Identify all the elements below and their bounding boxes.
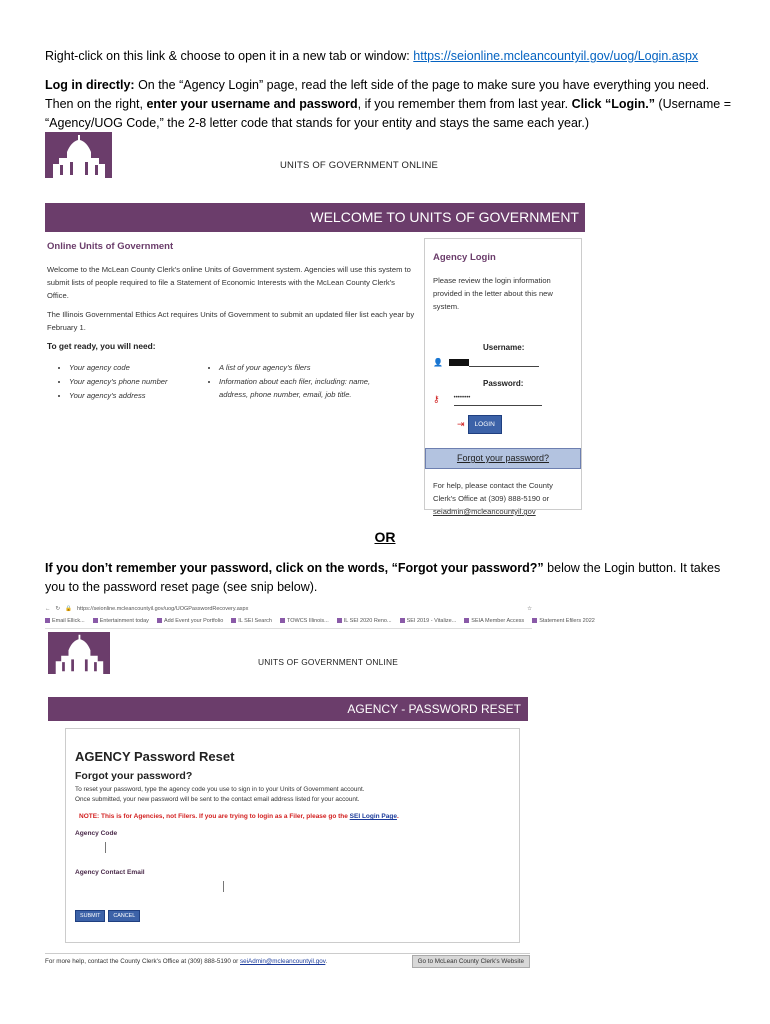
footer-text: For more help, contact the County Clerk's Office at (309) 888-5190 or	[45, 958, 239, 965]
password-reset-form	[65, 728, 520, 943]
site-title: UNITS OF GOVERNMENT ONLINE	[258, 657, 398, 667]
bookmark-item[interactable]: Statement Efilers 2022	[532, 618, 595, 624]
contact-email-input[interactable]	[223, 878, 510, 896]
key-icon: ⚷	[433, 393, 440, 404]
user-icon: 👤	[433, 358, 443, 367]
reload-icon[interactable]: ↻	[55, 605, 61, 612]
password-input[interactable]: ••••••••	[454, 392, 542, 406]
info-para-2: The Illinois Governmental Ethics Act requires Units of Government to submit an updated filer list each year by February 1.	[47, 310, 415, 332]
capitol-dome-icon	[45, 132, 112, 178]
or-divider: OR	[374, 529, 396, 545]
page-footer	[45, 953, 530, 969]
site-title: UNITS OF GOVERNMENT ONLINE	[280, 160, 439, 171]
bookmarks-bar	[45, 614, 595, 627]
contact-email-label: Agency Contact Email	[75, 869, 145, 876]
login-text-3: (Username = “Agency/UOG Code,” the 2-8 letter code that stands for your entity and stays the same each year.)	[45, 97, 732, 130]
forgot-instructions	[45, 559, 735, 597]
requirements-list-right	[197, 361, 387, 403]
login-instructions	[45, 76, 735, 133]
login-url-link[interactable]: https://seionline.mcleancountyil.gov/uog/Login.aspx	[413, 49, 699, 63]
requirements-list-left	[47, 361, 197, 403]
bookmark-item[interactable]: Add Event your Portfolio	[157, 618, 223, 624]
intro-paragraph	[45, 47, 735, 66]
intro-text: Right-click on this link & choose to open it in a new tab or window:	[45, 49, 410, 63]
info-panel	[47, 240, 417, 430]
footer-email-link[interactable]: seiAdmin@mcleancountyil.gov	[240, 958, 326, 965]
note-text: NOTE: This is for Agencies, not Filers. If you are trying to login as a Filer, please go the	[79, 813, 348, 820]
password-label: Password:	[483, 379, 524, 388]
bookmark-item[interactable]: Email Ellick...	[45, 618, 85, 624]
password-reset-banner	[48, 697, 528, 721]
bookmark-item[interactable]: Entertainment today	[93, 618, 149, 624]
bookmark-item[interactable]: SEIA Member Access	[464, 618, 524, 624]
back-icon[interactable]: ←	[45, 605, 51, 612]
login-button-row	[457, 415, 573, 434]
username-underline	[469, 358, 539, 367]
list-item: • Your agency code	[69, 361, 197, 374]
list-item: • Information about each filer, including: name, address, phone number, email, job title.	[219, 375, 387, 401]
bookmark-item[interactable]: SEI 2019 - Vitalize...	[400, 618, 457, 624]
login-button[interactable]: LOGIN	[468, 415, 502, 434]
reset-heading: AGENCY Password Reset	[75, 749, 235, 764]
help-email-link[interactable]: seiadmin@mcleancountyil.gov	[433, 507, 536, 516]
username-row	[433, 356, 573, 369]
username-input[interactable]	[449, 359, 469, 366]
form-buttons	[75, 910, 510, 922]
username-label: Username:	[483, 343, 525, 352]
info-para-1: Welcome to the McLean County Clerk's online Units of Government system. Agencies will use this system to submit lists of people required to file a Statement of Economic Interests with the McLean County Clerk's Office.	[47, 265, 411, 300]
login-bold-2: Click “Login.”	[571, 97, 655, 111]
login-text-1: On the “Agency Login” page, read the left side of the page to make sure you have everything you need. Then on the right,	[45, 78, 710, 111]
agency-note: NOTE: This is for Agencies, not Filers. If you are trying to login as a Filer, please go the SEI Login Page.	[79, 813, 399, 820]
bookmark-item[interactable]: IL SEI Search	[231, 618, 272, 624]
login-arrow-icon: ⇥	[457, 419, 465, 429]
agency-login-panel	[424, 238, 582, 516]
forgot-text: below the Login button. It takes you to the password reset page (see snip below).	[45, 561, 721, 594]
help-text: For help, please contact the County Clerk's Office at (309) 888-5190 or	[433, 481, 553, 503]
footer-help: For more help, contact the County Clerk's Office at (309) 888-5190 or seiAdmin@mcleancountyil.gov.	[45, 958, 328, 965]
capitol-logo	[48, 632, 110, 674]
clerk-website-button[interactable]: Go to McLean County Clerk's Website	[412, 955, 530, 968]
login-text-2: , if you remember them from last year.	[357, 97, 572, 111]
bookmark-item[interactable]: TOWCS Illinois...	[280, 618, 329, 624]
cancel-button[interactable]: CANCEL	[108, 910, 140, 922]
banner-text: AGENCY - PASSWORD RESET	[347, 702, 521, 716]
star-icon[interactable]: ☆	[527, 605, 532, 612]
browser-toolbar	[45, 603, 595, 629]
forgot-bold: If you don’t remember your password, click on the words, “Forgot your password?”	[45, 561, 544, 575]
capitol-logo	[45, 132, 112, 178]
address-bar[interactable]: https://seionline.mcleancountyil.gov/uog/UOGPasswordRecovery.aspx	[76, 605, 249, 612]
banner-text: WELCOME TO UNITS OF GOVERNMENT	[310, 209, 579, 225]
submit-button[interactable]: SUBMIT	[75, 910, 105, 922]
login-bold-1: enter your username and password	[146, 97, 358, 111]
info-heading: Online Units of Government	[47, 241, 174, 252]
capitol-dome-icon	[48, 632, 110, 674]
login-lead: Log in directly:	[45, 78, 135, 92]
ready-heading: To get ready, you will need:	[47, 341, 156, 351]
url-row	[45, 603, 532, 614]
reset-subheading: Forgot your password?	[75, 770, 193, 782]
reset-instructions-2: Once submitted, your new password will be sent to the contact email address listed for your account.	[75, 796, 360, 803]
login-info-text: Please review the login information provided in the letter about this new system.	[433, 276, 553, 311]
list-item: • Your agency's address	[69, 389, 197, 402]
list-item: • A list of your agency's filers	[219, 361, 387, 374]
lock-icon: 🔒	[65, 605, 72, 612]
password-row	[433, 392, 573, 406]
agency-code-label: Agency Code	[75, 830, 118, 837]
requirements-list	[47, 361, 417, 403]
agency-code-input[interactable]	[105, 839, 510, 857]
reset-instructions-1: To reset your password, type the agency code you use to sign in to your Units of Government account.	[75, 786, 365, 793]
sei-login-link[interactable]: SEI Login Page	[349, 813, 397, 820]
bookmark-item[interactable]: IL SEI 2020 Reno...	[337, 618, 392, 624]
login-heading: Agency Login	[433, 252, 496, 263]
list-item: • Your agency's phone number	[69, 375, 197, 388]
forgot-password-link[interactable]: Forgot your password?	[425, 448, 581, 469]
welcome-banner	[45, 203, 585, 232]
